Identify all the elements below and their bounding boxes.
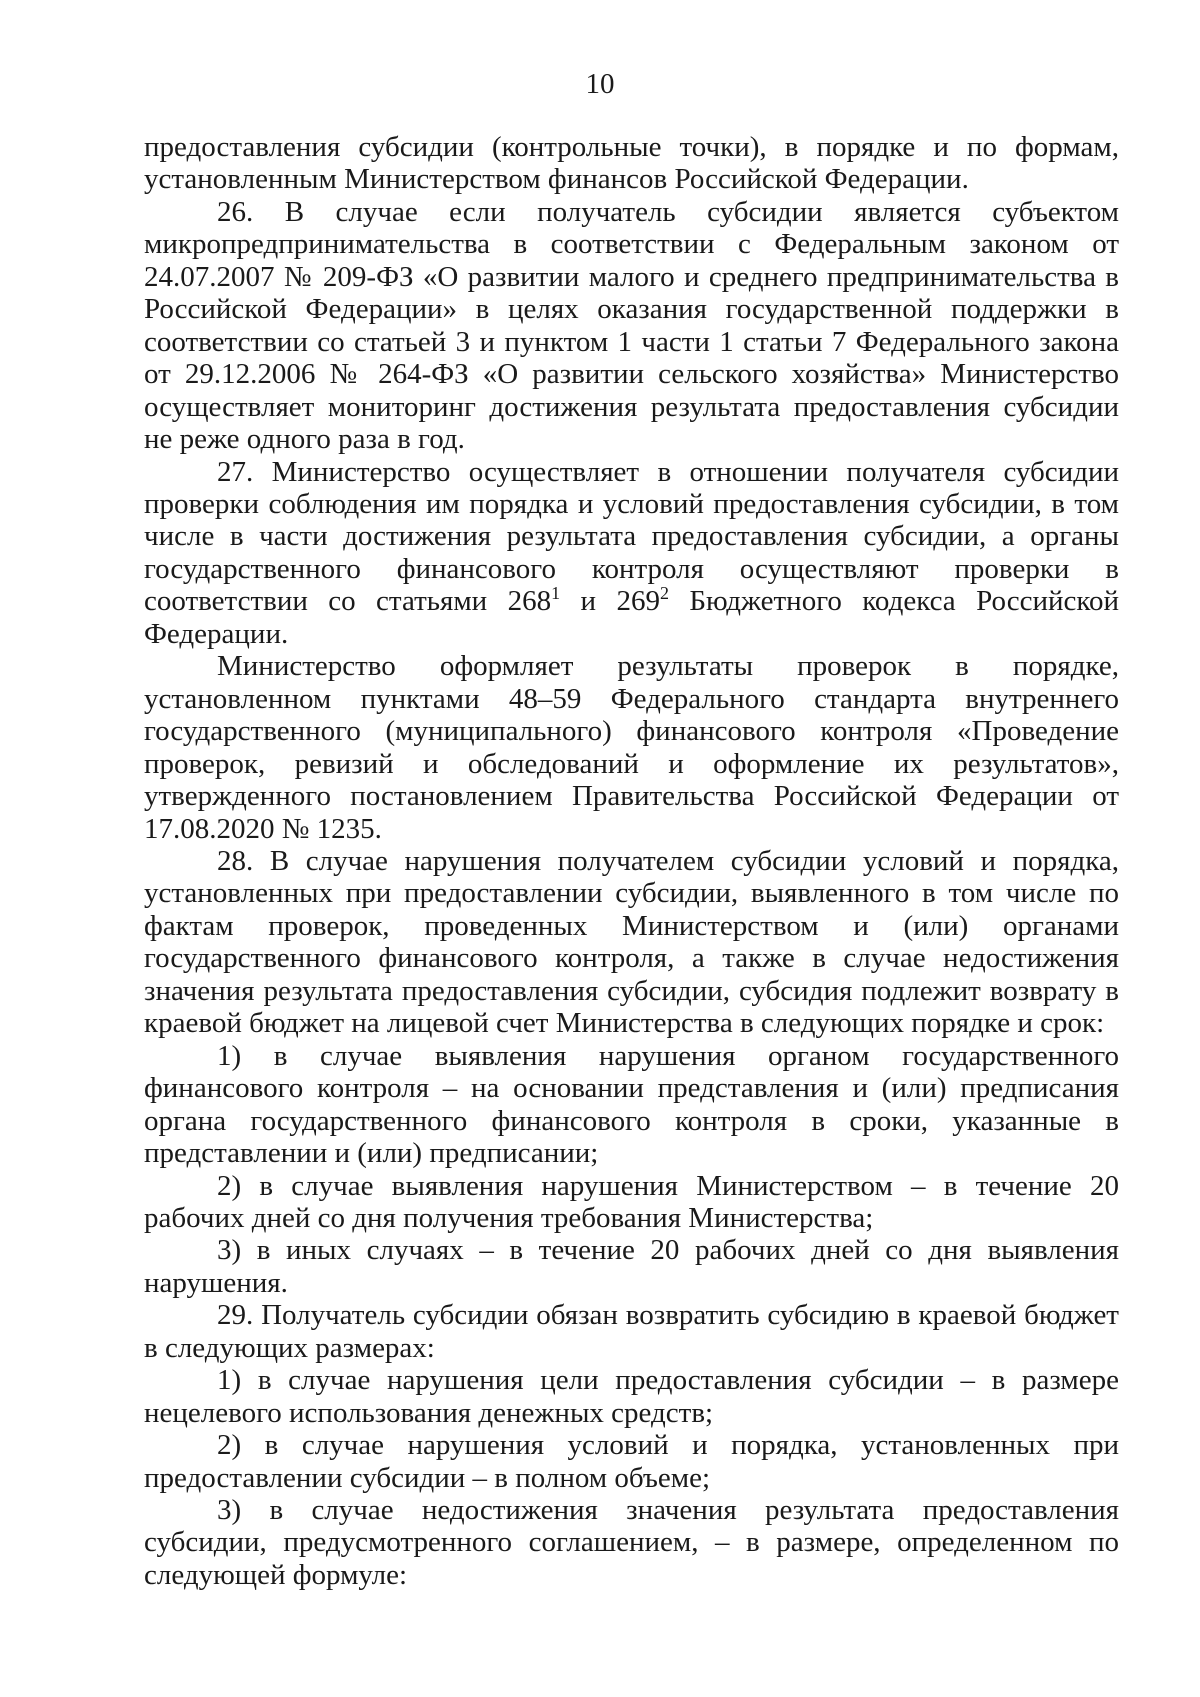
paragraph-28-item-1: 1) в случае выявления нарушения органом государственного финансового контроля – на основании представления и (или) предписания органа государственного финансового контроля в сроки, указанные в представлении и (или) предписании; <box>144 1039 1119 1170</box>
page-number: 10 <box>585 68 615 100</box>
paragraph-29: 29. Получатель субсидии обязан возвратить субсидию в краевой бюджет в следующих размерах: <box>144 1299 1119 1364</box>
paragraph-continuation: предоставления субсидии (контрольные точки), в порядке и по формам, установленным Министерством финансов Российской Федерации. <box>144 131 1119 196</box>
paragraph-29-item-2: 2) в случае нарушения условий и порядка, установленных при предоставлении субсидии – в полном объеме; <box>144 1429 1119 1494</box>
paragraph-29-item-3: 3) в случае недостижения значения результата предоставления субсидии, предусмотренного соглашением, – в размере, определенном по следующей формуле: <box>144 1494 1119 1591</box>
paragraph-27-results: Министерство оформляет результаты проверок в порядке, установленном пунктами 48–59 Федерального стандарта внутреннего государственного (муниципального) финансового контроля «Проведение проверок, ревизий и обследований и оформление их результатов», утвержденного постановлением Правительства Российской Федерации от 17.08.2020 № 1235. <box>144 650 1119 845</box>
paragraph-28: 28. В случае нарушения получателем субсидии условий и порядка, установленных при предоставлении субсидии, выявленного в том числе по фактам проверок, проведенных Министерством и (или) органами государственного финансового контроля, а также в случае недостижения значения результата предоставления субсидии, субсидия подлежит возврату в краевой бюджет на лицевой счет Министерства в следующих порядке и срок: <box>144 844 1119 1040</box>
paragraph-27-text-2: и 269 <box>560 585 660 618</box>
superscript-2: 2 <box>659 583 669 604</box>
paragraph-27-text-3: Бюджетного кодекса Российской Федерации. <box>144 585 1119 650</box>
paragraph-27-text-1: 27. Министерство осуществляет в отношении получателя субсидии проверки соблюдения им порядка и условий предоставления субсидии, в том числе в части достижения результата предоставления субсидии, а органы государственного финансового контроля осуществляют проверки в соответствии со статьями 268 <box>144 455 1119 618</box>
paragraph-26: 26. В случае если получатель субсидии является субъектом микропредпринимательства в соответствии с Федеральным законом от 24.07.2007 № 209-ФЗ «О развитии малого и среднего предпринимательства в Российской Федерации» в целях оказания государственной поддержки в соответствии со статьей 3 и пунктом 1 части 1 статьи 7 Федерального закона от 29.12.2006 № 264-ФЗ «О развитии сельского хозяйства» Министерство осуществляет мониторинг достижения результата предоставления субсидии не реже одного раза в год. <box>144 195 1119 456</box>
superscript-1: 1 <box>551 583 561 604</box>
document-body <box>144 131 1119 1591</box>
paragraph-28-item-3: 3) в иных случаях – в течение 20 рабочих дней со дня выявления нарушения. <box>144 1234 1119 1299</box>
paragraph-27 <box>144 456 1119 651</box>
paragraph-29-item-1: 1) в случае нарушения цели предоставления субсидии – в размере нецелевого использования денежных средств; <box>144 1364 1119 1429</box>
paragraph-28-item-2: 2) в случае выявления нарушения Министерством – в течение 20 рабочих дней со дня получения требования Министерства; <box>144 1169 1119 1234</box>
